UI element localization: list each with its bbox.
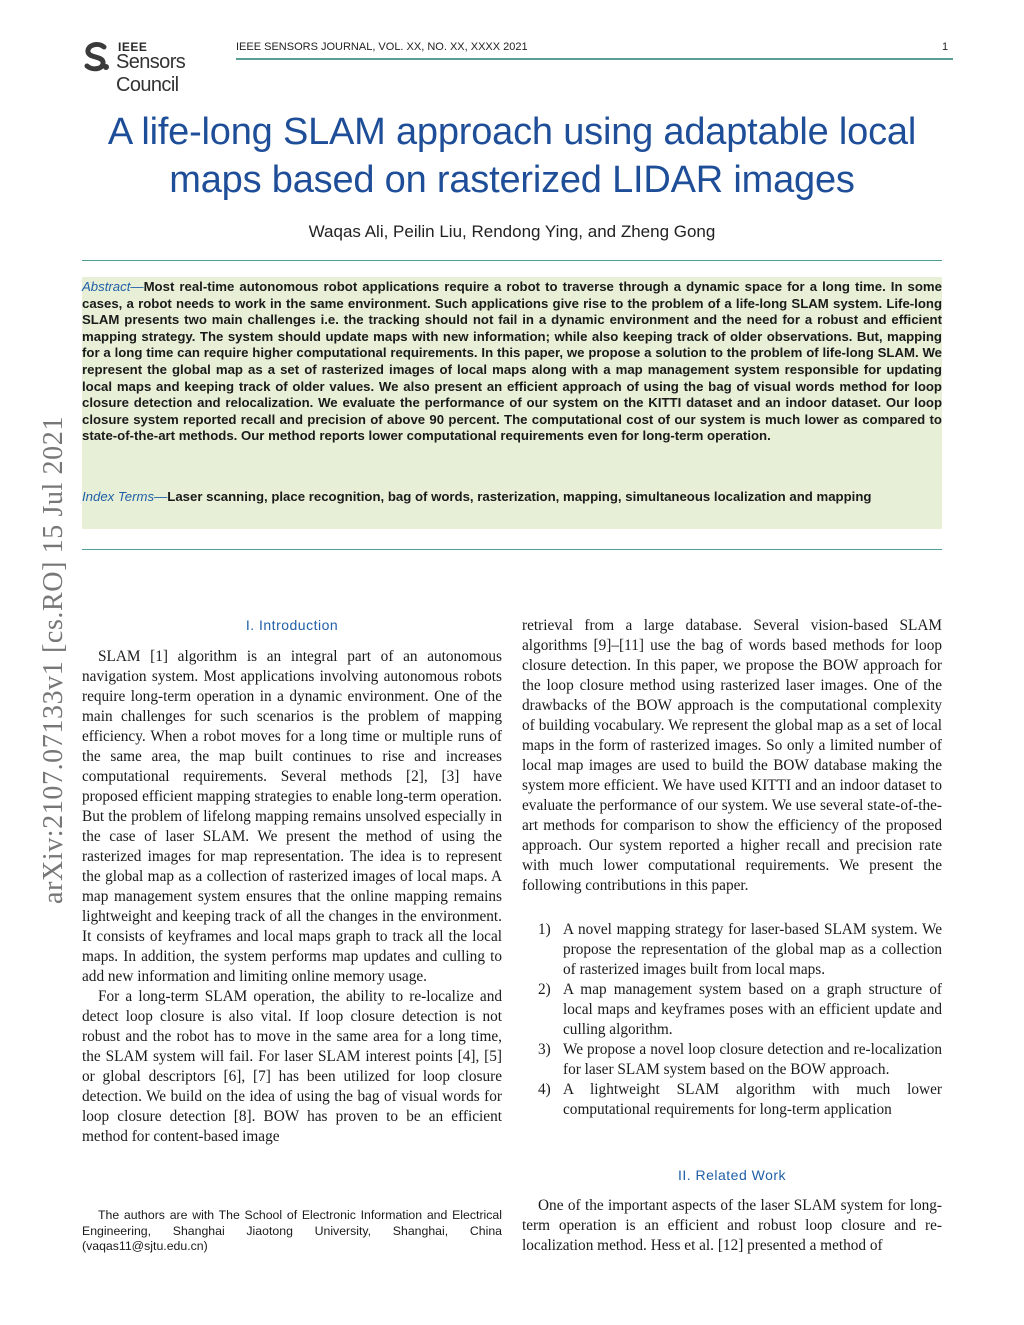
arxiv-stamp: arXiv:2107.07133v1 [cs.RO] 15 Jul 2021 bbox=[38, 416, 69, 904]
list-item-text: A lightweight SLAM algorithm with much lower computational requirements for long-term application bbox=[563, 1081, 942, 1118]
sensors-council-logo-icon bbox=[82, 42, 112, 72]
contributions-list bbox=[522, 920, 942, 1120]
intro-paragraph-2: For a long-term SLAM operation, the ability to re-localize and detect loop closure is also vital. If loop closure detection is not robust and the robot has to move in the same area for a long time, the SLAM system will fail. For laser SLAM interest points [4], [5] or global descriptors [6], [7] has been utilized for loop closure detection. We build on the idea of using the bag of visual words for loop closure detection [8]. BOW has proven to be an efficient method for content-based image bbox=[82, 988, 502, 1145]
author-affiliation-footnote bbox=[82, 1208, 502, 1255]
introduction-continuation bbox=[522, 616, 942, 896]
logo-ieee-text: IEEE bbox=[118, 40, 148, 54]
list-item-number: 3) bbox=[538, 1041, 551, 1058]
list-item-text: We propose a novel loop closure detection and re-localization for laser SLAM system based on the BOW approach. bbox=[563, 1041, 942, 1078]
list-item bbox=[522, 980, 942, 1040]
abstract bbox=[82, 279, 942, 445]
footnote-text: The authors are with The School of Electronic Information and Electrical Engineering, Shanghai Jiaotong University, Shanghai, China (vaqas11@sjtu.edu.cn) bbox=[82, 1208, 502, 1253]
list-item bbox=[522, 920, 942, 980]
intro-paragraph-1: SLAM [1] algorithm is an integral part of an autonomous navigation system. Most applications involving autonomous robots require long-term operation in a dynamic environment. One of the main challenges for such scenarios is the problem of mapping efficiency. When a robot moves for a long time or multiple runs of the same area, the map built continues to rise and increases computational requirements. Several methods [2], [3] have proposed efficient mapping strategies to enable long-term operation. But the problem of lifelong mapping remains unsolved especially in the case of laser SLAM. We present the method of using the rasterized images for map representation. The idea is to represent the global map as a collection of rasterized images of local maps. A map management system ensures that the online mapping remains lightweight and keeping track of all the changes in the environment. It consists of keyframes and local maps graph to track all the local maps. In addition, the system performs map updates and culling to add new information and limiting online memory usage. bbox=[82, 648, 502, 985]
logo-council-text: Sensors Council bbox=[116, 51, 186, 96]
index-terms bbox=[82, 489, 942, 506]
list-item-text: A map management system based on a graph structure of local maps and keyframes poses with an efficient update and culling algorithm. bbox=[563, 981, 942, 1038]
paper-title: A life-long SLAM approach using adaptable local maps based on rasterized LIDAR images bbox=[107, 111, 917, 201]
related-work-body bbox=[522, 1196, 942, 1256]
list-item bbox=[522, 1040, 942, 1080]
journal-header: IEEE SENSORS JOURNAL, VOL. XX, NO. XX, XXXX 2021 bbox=[236, 41, 528, 53]
list-item-text: A novel mapping strategy for laser-based SLAM system. We propose the representation of the global map as a collection of rasterized images built from local maps. bbox=[563, 921, 942, 978]
related-work-paragraph: One of the important aspects of the laser SLAM system for long-term operation is an efficient and robust loop closure and re-localization method. Hess et al. [12] presented a method of bbox=[522, 1197, 942, 1254]
introduction-body bbox=[82, 647, 502, 1147]
abstract-top-rule bbox=[82, 260, 942, 261]
intro-continuation-text: retrieval from a large database. Several vision-based SLAM algorithms [9]–[11] use the bag of words based methods for loop closure detection. In this paper, we propose the BOW approach for the loop closure method using rasterized laser images. One of the drawbacks of the BOW approach is the computational complexity of building vocabulary. We represent the global map as a set of local maps in the form of rasterized images. So only a limited number of local map images are used to build the BOW database making the system more efficient. We have used KITTI and an indoor dataset to evaluate the performance of our system. We use several state-of-the-art methods for comparison to show the efficiency of the proposed approach. Our system reported a higher recall and precision rate with much lower computational requirements. We present the following contributions in this paper. bbox=[522, 617, 942, 894]
index-terms-label: Index Terms— bbox=[82, 489, 168, 504]
list-item-number: 1) bbox=[538, 921, 551, 938]
list-item-number: 4) bbox=[538, 1081, 551, 1098]
page-number: 1 bbox=[942, 41, 949, 53]
abstract-label: Abstract— bbox=[82, 279, 144, 294]
header-rule bbox=[236, 58, 953, 60]
paper-authors: Waqas Ali, Peilin Liu, Rendong Ying, and Zheng Gong bbox=[308, 222, 716, 241]
index-terms-text: Laser scanning, place recognition, bag of words, rasterization, mapping, simultaneous localization and mapping bbox=[167, 489, 872, 504]
abstract-bottom-rule bbox=[82, 549, 942, 550]
abstract-text: Most real-time autonomous robot applications require a robot to traverse through a dynamic space for a long time. In some cases, a robot needs to work in the same environment. Such applications give rise to the problem of a life-long SLAM system. Life-long SLAM presents two main challenges i.e. the tracking should not fail in a dynamic environment and the need for a robust and efficient mapping strategy. The system should update maps with new information; while also keeping track of older observations. But, mapping for a long time can require higher computational requirements. In this paper, we propose a solution to the problem of life-long SLAM. We represent the global map as a set of rasterized images of local maps along with a map management system responsible for updating local maps and keeping track of older values. We also present an efficient approach of using the bag of visual words method for loop closure detection and relocalization. We evaluate the performance of our system on the KITTI dataset and an indoor dataset. Our loop closure system reported recall and precision of above 90 percent. The computational cost of our system is much lower as compared to state-of-the-art methods. Our method reports lower computational requirements even for long-term operation. bbox=[82, 279, 942, 444]
section-heading-introduction: I. Introduction bbox=[245, 617, 339, 633]
list-item-number: 2) bbox=[538, 981, 551, 998]
section-heading-related-work: II. Related Work bbox=[677, 1167, 787, 1183]
ieee-sensors-council-logo bbox=[82, 40, 232, 96]
list-item bbox=[522, 1080, 942, 1120]
